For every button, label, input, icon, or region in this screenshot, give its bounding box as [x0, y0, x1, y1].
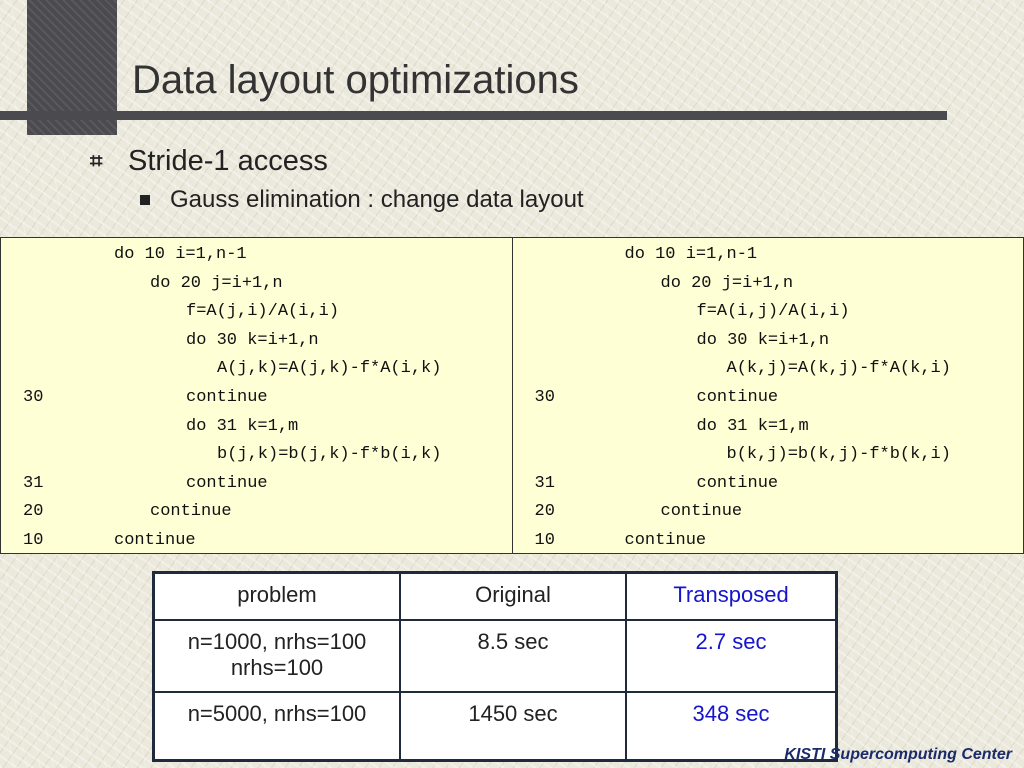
- cell-transposed: 2.7 sec: [626, 620, 837, 692]
- code-statement: continue: [696, 473, 779, 493]
- code-statement-label: 20: [23, 502, 44, 522]
- code-statement: continue: [624, 530, 707, 550]
- code-line: [513, 498, 1024, 527]
- code-line: [513, 355, 1024, 384]
- code-statement-label: 10: [534, 530, 555, 550]
- code-line: [1, 355, 512, 384]
- code-line: [513, 527, 1024, 556]
- code-line: [1, 241, 512, 270]
- code-statement-label: 10: [23, 530, 44, 550]
- code-original-column: [1, 238, 512, 553]
- code-statement: continue: [186, 387, 268, 407]
- code-line: [1, 298, 512, 327]
- bullet-level1: [90, 143, 328, 179]
- code-statement: do 31 k=1,m: [696, 416, 809, 436]
- title-underline-bar: [0, 111, 947, 120]
- cell-original: 1450 sec: [400, 692, 626, 761]
- code-statement: A(j,k)=A(j,k)-f*A(i,k): [217, 359, 442, 379]
- code-statement: continue: [150, 502, 232, 522]
- square-bullet-icon: [140, 195, 150, 205]
- cell-problem: [154, 620, 401, 692]
- code-statement: do 10 i=1,n-1: [624, 245, 758, 264]
- code-line: [513, 298, 1024, 327]
- code-line: [1, 498, 512, 527]
- code-statement-label: 31: [23, 473, 44, 493]
- bullet-level1-text: Stride-1 access: [128, 144, 328, 177]
- problem-line: n=1000, nrhs=100: [187, 629, 367, 654]
- header-original: Original: [400, 573, 626, 621]
- code-statement-label: 20: [534, 502, 555, 522]
- code-statement: do 10 i=1,n-1: [114, 245, 247, 264]
- code-statement: f=A(i,j)/A(i,i): [696, 302, 850, 322]
- code-line: [513, 470, 1024, 499]
- code-statement: do 20 j=i+1,n: [660, 273, 794, 293]
- code-line: [1, 441, 512, 470]
- cell-original: 8.5 sec: [400, 620, 626, 692]
- code-comparison-box: [0, 237, 1024, 554]
- code-statement: b(k,j)=b(k,j)-f*b(k,i): [726, 445, 951, 465]
- code-statement: b(j,k)=b(j,k)-f*b(i,k): [217, 445, 442, 465]
- code-statement-label: 30: [534, 387, 555, 407]
- problem-line: n=5000, nrhs=100: [187, 701, 367, 726]
- code-transposed-column: [512, 238, 1024, 553]
- code-statement: do 31 k=1,m: [186, 416, 299, 436]
- footer-organization: KISTI Supercomputing Center: [784, 746, 1012, 763]
- table-row: [154, 692, 837, 761]
- code-line: [513, 384, 1024, 413]
- code-line: [513, 241, 1024, 270]
- code-line: [1, 413, 512, 442]
- bullet-level2: [140, 185, 584, 215]
- code-line: [1, 384, 512, 413]
- hash-bullet-icon: ⌗: [90, 148, 103, 173]
- code-statement: continue: [114, 530, 196, 550]
- timing-results-table: [152, 571, 838, 762]
- code-line: [513, 270, 1024, 299]
- code-line: [513, 327, 1024, 356]
- table-header-row: [154, 573, 837, 621]
- slide-title: Data layout optimizations: [132, 58, 579, 102]
- code-line: [513, 413, 1024, 442]
- code-statement: f=A(j,i)/A(i,i): [186, 302, 340, 322]
- problem-line: nrhs=100: [230, 655, 324, 680]
- code-statement: do 30 k=i+1,n: [186, 330, 319, 350]
- header-transposed: Transposed: [626, 573, 837, 621]
- cell-transposed: 348 sec: [626, 692, 837, 761]
- bullet-level2-text: Gauss elimination : change data layout: [170, 186, 584, 213]
- code-statement-label: 31: [534, 473, 555, 493]
- header-problem: problem: [154, 573, 401, 621]
- code-line: [1, 527, 512, 556]
- code-statement: do 20 j=i+1,n: [150, 273, 283, 293]
- code-line: [1, 270, 512, 299]
- code-statement: A(k,j)=A(k,j)-f*A(k,i): [726, 359, 951, 379]
- code-statement: continue: [186, 473, 268, 493]
- table-row: [154, 620, 837, 692]
- cell-problem: [154, 692, 401, 761]
- code-line: [1, 470, 512, 499]
- code-statement-label: 30: [23, 387, 44, 407]
- code-statement: continue: [660, 502, 743, 522]
- code-line: [1, 327, 512, 356]
- code-statement: continue: [696, 387, 779, 407]
- code-statement: do 30 k=i+1,n: [696, 330, 830, 350]
- code-line: [513, 441, 1024, 470]
